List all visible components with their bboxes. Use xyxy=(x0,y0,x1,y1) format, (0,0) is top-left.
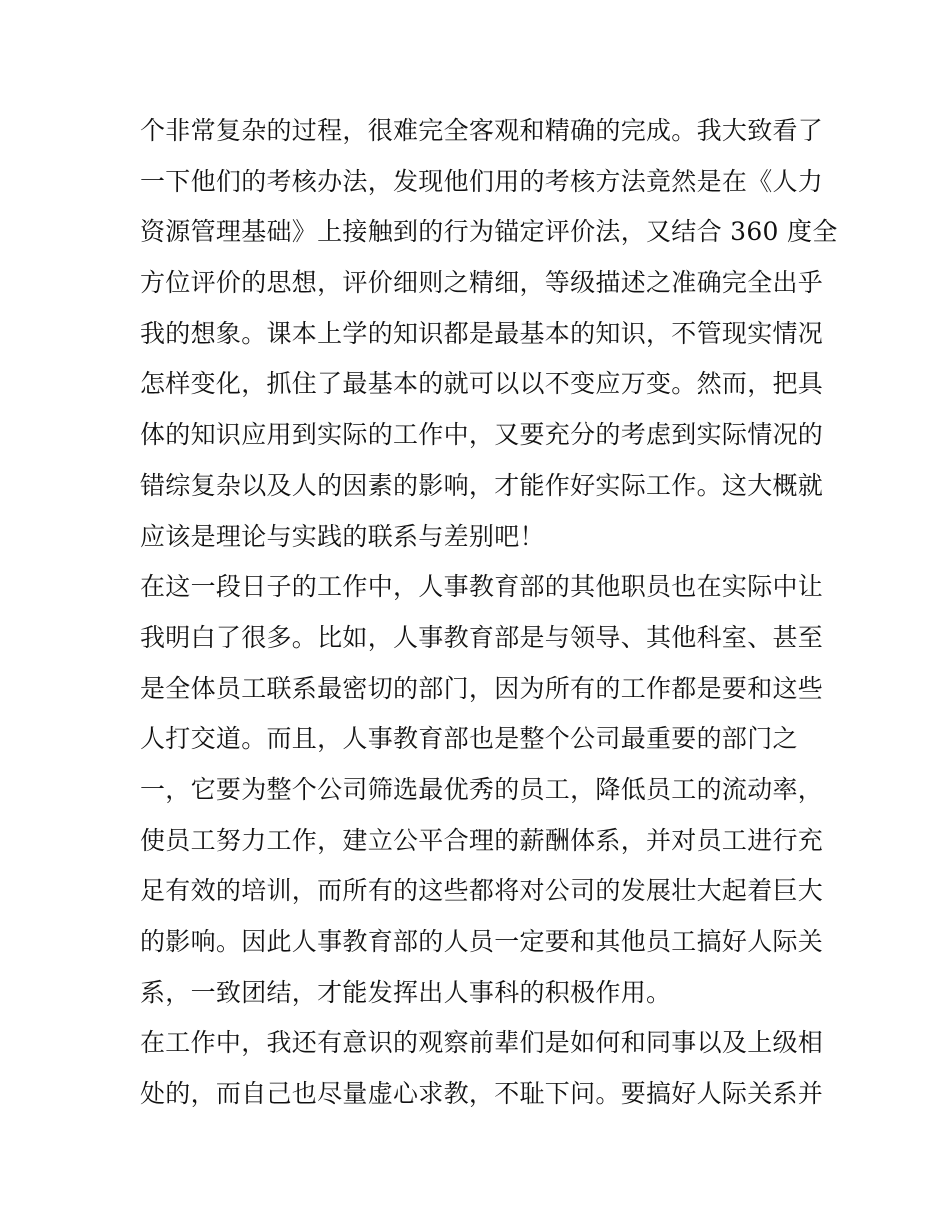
paragraph-1 xyxy=(140,106,838,562)
text-line: 使员工努力工作，建立公平合理的薪酬体系，并对员工进行充 xyxy=(140,825,824,855)
document-body xyxy=(140,106,838,1120)
text-line: 资源管理基础》上接触到的行为锚定评价法，又结合 360 度全 xyxy=(140,217,838,247)
text-line: 个非常复杂的过程，很难完全客观和精确的完成。我大致看了 xyxy=(140,116,824,145)
text-line: 方位评价的思想，评价细则之精细，等级描述之准确完全出乎 xyxy=(140,268,824,298)
text-line: 处的，而自己也尽量虚心求教，不耻下问。要搞好人际关系并 xyxy=(140,1079,824,1109)
paragraph-2 xyxy=(140,562,824,1018)
text-line: 怎样变化，抓住了最基本的就可以以不变应万变。然而，把具 xyxy=(140,369,824,399)
text-line: 我明白了很多。比如，人事教育部是与领导、其他科室、甚至 xyxy=(140,622,824,652)
text-line: 应该是理论与实践的联系与差别吧！ xyxy=(140,521,545,551)
text-line: 我的想象。课本上学的知识都是最基本的知识，不管现实情况 xyxy=(140,318,824,348)
text-line: 一，它要为整个公司筛选最优秀的员工，降低员工的流动率， xyxy=(140,774,824,804)
text-line: 体的知识应用到实际的工作中，又要充分的考虑到实际情况的 xyxy=(140,420,824,450)
text-line: 的影响。因此人事教育部的人员一定要和其他员工搞好人际关 xyxy=(140,927,824,956)
text-line: 是全体员工联系最密切的部门，因为所有的工作都是要和这些 xyxy=(140,673,824,703)
text-line: 在工作中，我还有意识的观察前辈们是如何和同事以及上级相 xyxy=(140,1028,824,1058)
text-line: 系，一致团结，才能发挥出人事科的积极作用。 xyxy=(140,977,672,1007)
text-line: 在这一段日子的工作中，人事教育部的其他职员也在实际中让 xyxy=(140,572,824,602)
text-line: 人打交道。而且，人事教育部也是整个公司最重要的部门之 xyxy=(140,724,798,754)
text-line: 一下他们的考核办法，发现他们用的考核方法竟然是在《人力 xyxy=(140,166,824,196)
text-line: 足有效的培训，而所有的这些都将对公司的发展壮大起着巨大 xyxy=(140,876,824,906)
paragraph-3 xyxy=(140,1018,824,1119)
text-line: 错综复杂以及人的因素的影响，才能作好实际工作。这大概就 xyxy=(140,470,824,500)
